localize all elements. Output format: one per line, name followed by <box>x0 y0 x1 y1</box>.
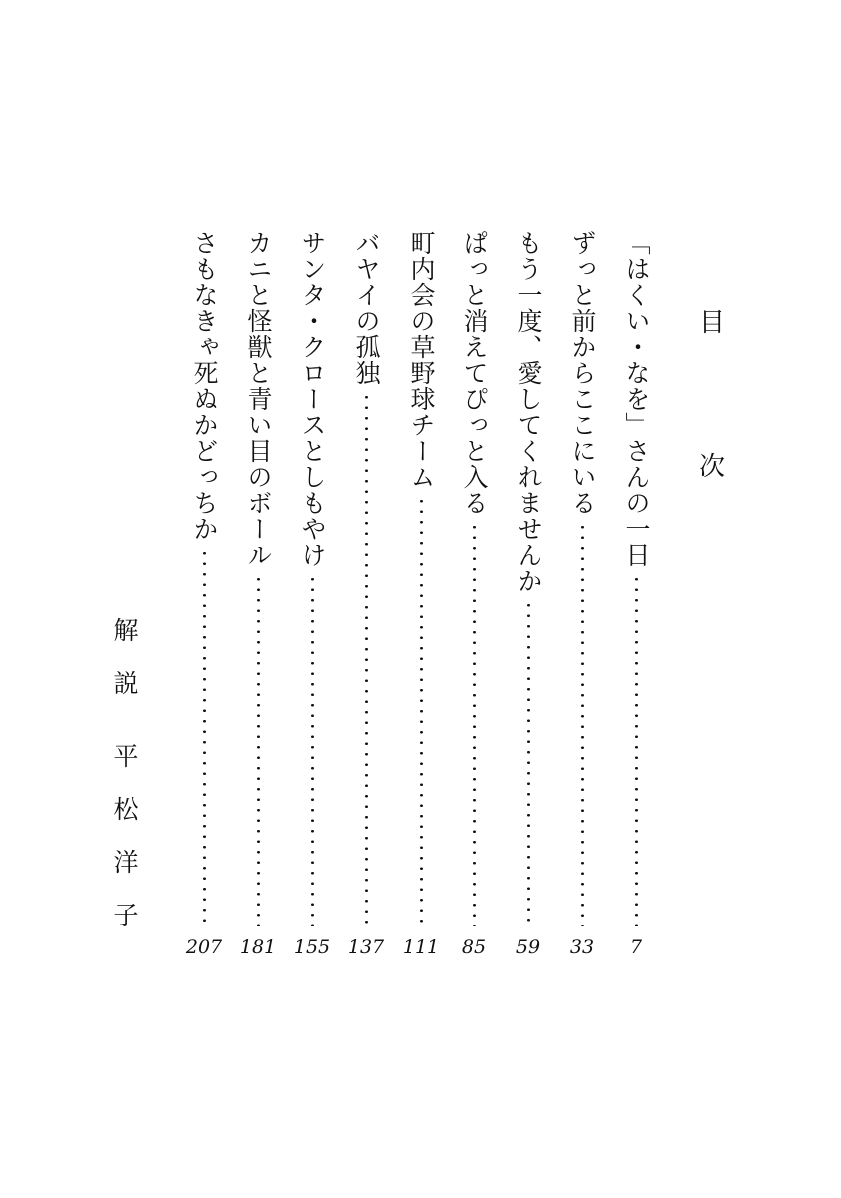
commentary-label-char: 解 <box>113 616 139 645</box>
author-char: 平 <box>113 742 139 771</box>
author-char: 子 <box>113 901 139 930</box>
toc-entry-title: もう一度、愛してくれませんか <box>514 230 543 594</box>
leader-dots <box>311 574 314 926</box>
toc-entry-page: 207 <box>185 936 223 958</box>
toc-entry-title: バヤイの孤独 <box>352 230 381 386</box>
leader-dots <box>635 574 638 926</box>
leader-dots <box>420 496 423 926</box>
toc-entry-page: 111 <box>402 936 440 958</box>
toc-entry-page: 7 <box>629 936 643 958</box>
toc-entry-title: サンタ・クロースとしもやけ <box>298 230 327 568</box>
toc-entry-title: さもなきゃ死ぬかどっちか <box>190 230 219 542</box>
commentary-author <box>113 744 138 928</box>
commentary-label-char: 説 <box>113 669 139 698</box>
toc-entry-page: 137 <box>347 936 385 958</box>
leader-dots <box>257 574 260 926</box>
leader-dots <box>581 522 584 926</box>
toc-entry-title: ぱっと消えてぴっと入る <box>460 230 489 516</box>
toc-entry-page: 85 <box>461 936 487 958</box>
toc-heading-char: 次 <box>698 452 725 482</box>
toc-entry-title: カニと怪獣と青い目のボール <box>244 230 273 568</box>
commentary <box>104 618 148 928</box>
author-char: 松 <box>113 795 139 824</box>
toc-entry-title: ずっと前からここにいる <box>568 230 597 516</box>
leader-dots <box>473 522 476 926</box>
leader-dots <box>365 392 368 926</box>
toc-entry-page: 59 <box>515 936 541 958</box>
author-char: 洋 <box>113 848 139 877</box>
toc-entry-title: 町内会の草野球チーム <box>407 230 436 490</box>
leader-dots <box>527 600 530 926</box>
commentary-label <box>113 618 138 696</box>
toc-heading-char: 目 <box>698 308 725 338</box>
toc-entry-page: 33 <box>569 936 595 958</box>
toc-entry-title: 「はくい・なを」さんの一日 <box>622 230 651 568</box>
toc-entry-page: 181 <box>239 936 277 958</box>
leader-dots <box>203 548 206 926</box>
toc-heading <box>690 310 734 480</box>
toc-entry-page: 155 <box>293 936 331 958</box>
